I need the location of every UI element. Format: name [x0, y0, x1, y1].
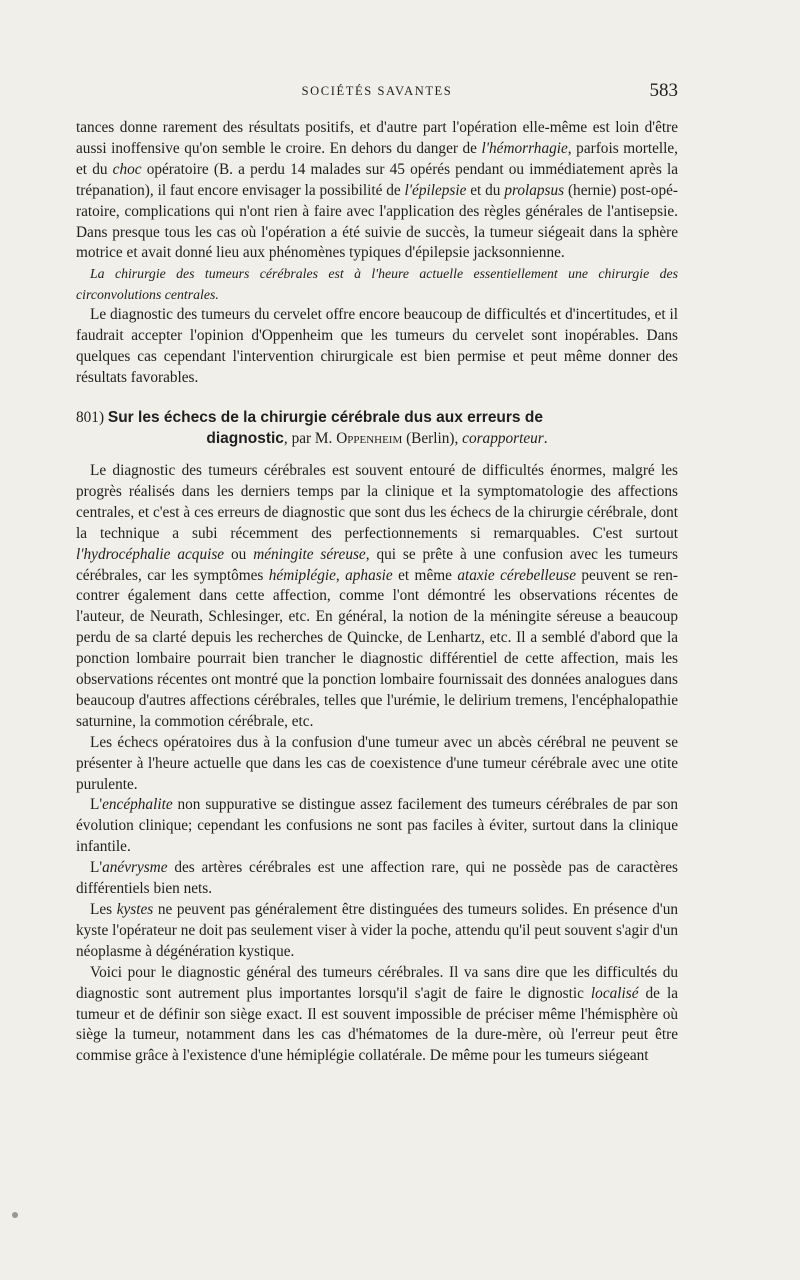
author-role: corapporteur — [462, 429, 544, 447]
page-body — [76, 118, 678, 1067]
paragraph: Le diagnostic des tumeurs du cervelet offre encore beaucoup de difficultés et d'incertitudes, et il faudrait accepter l'opinion d'Oppenheim que les tumeurs du cervelet sont inopérables. Dans quelques cas cependant l'intervention chirurgicale est bien permise et peut même donner des résultats favorables. — [76, 306, 678, 387]
spacer — [76, 389, 678, 407]
section-title: Sur les échecs de la chirurgie cérébrale dus aux erreurs de — [107, 408, 543, 426]
paragraph: Voici pour le diagnostic général des tumeurs cérébrales. Il va sans dire que les difficultés du diagnostic sont autrement plus importantes lorsqu'il s'agit de faire le dignostic localisé de la tumeur et de définir son siège exact. Il est souvent impossible de préciser même l'hémisphère où siège la tumeur, notamment dans les cas d'hématomes de la dure-mère, où l'erreur peut être commise grâce à l'existence d'une hémiplégie collatérale. De même pour les tumeurs siégeant — [76, 963, 678, 1065]
running-head: SOCIÉTÉS SAVANTES — [301, 84, 453, 98]
paragraph: L'anévrysme des artères cérébrales est une affection rare, qui ne possède pas de caractères différentiels bien nets. — [76, 859, 678, 898]
paper-speck — [12, 1212, 18, 1218]
page-number: 583 — [649, 80, 678, 101]
section-heading: 801) Sur les échecs de la chirurgie cérébrale dus aux erreurs de diagnostic, par M. Oppenheim (Berlin), corapporteur. — [76, 408, 548, 447]
paragraph: L'encéphalite non suppurative se distingue assez facilement des tumeurs cérébrales de par son évolution clinique; cependant les confusions ne sont pas faciles à éviter, surtout dans la clinique infantile. — [76, 796, 678, 856]
conclusion-italic: La chirurgie des tumeurs cérébrales est à l'heure actuelle essentiellement une chirurgie des circonvolutions centrales. — [76, 266, 678, 302]
author-name: Oppenheim — [336, 429, 403, 447]
section-title-cont: diagnostic — [206, 429, 284, 447]
paragraph: Les échecs opératoires dus à la confusion d'une tumeur avec un abcès cérébral ne peuvent se présenter à l'heure actuelle que dans les cas de coexistence d'une tumeur cérébrale avec une otite purulente. — [76, 733, 678, 793]
paragraph: Les kystes ne peuvent pas généralement être distinguées des tumeurs solides. En présence d'un kyste l'opérateur ne doit pas seulement viser à vider la poche, attendu qu'il peut souvent s'agir d'un néoplasme à dégénération kystique. — [76, 901, 678, 960]
section-number: 801) — [76, 408, 105, 426]
spacer — [76, 449, 678, 461]
paragraph: Le diagnostic des tumeurs cérébrales est souvent entouré de difficultés énormes, malgré les progrès réalisés dans les derniers temps par la clinique et la symptomatologie des affections centrales, et c'est à ces erreurs de diagnostic que sont dus les échecs de la chirurgie cérébrale, dont la technique a subi récemment des perfectionnements si remarquables. C'est surtout l'hydrocéphalie acquise ou méningite séreuse, qui se prête à une confusion avec les tumeurs cérébrales, car les symptômes hémiplégie, aphasie et même ataxie cérebelleuse peuvent se rencontrer également dans cette affection, comme l'ont démontré les observations récentes de l'auteur, de Neurath, Schlesinger, etc. En général, la notion de la méningite séreuse a beaucoup perdu de sa clarté depuis les recherches de Quincke, de Lenhartz, etc. Il a semblé d'abord que la ponction lombaire pourrait bien trancher le diagnostic différentiel de cette affection, mais les observations récentes ont montré que la ponction lombaire fournissait des données analogues dans beaucoup d'autres affections cérébrales, telles que l'urémie, le delirium tremens, l'encéphalopathie saturnine, la commotion cérébrale, etc. — [76, 461, 679, 730]
page-header — [76, 80, 678, 104]
paragraph: tances donne rarement des résultats positifs, et d'autre part l'opération elle-même est loin d'être aussi inoffensive qu'on semble le croire. En dehors du danger de l'hémorrhagie, parfois mortelle, et du choc opératoire (B. a perdu 14 malades sur 45 opérés pendant ou immédiatement après la trépanation), il faut encore envisager la possibilité de l'épilepsie et du prolapsus (hernie) post-opératoire, complications qui n'ont rien à faire avec l'application des règles générales de l'antisepsie. Dans presque tous les cas où l'opération a été suivie de succès, la tumeur siégeait dans la sphère motrice et avait donné lieu aux phénomènes typiques d'épilepsie jacksonnienne. — [76, 119, 679, 262]
